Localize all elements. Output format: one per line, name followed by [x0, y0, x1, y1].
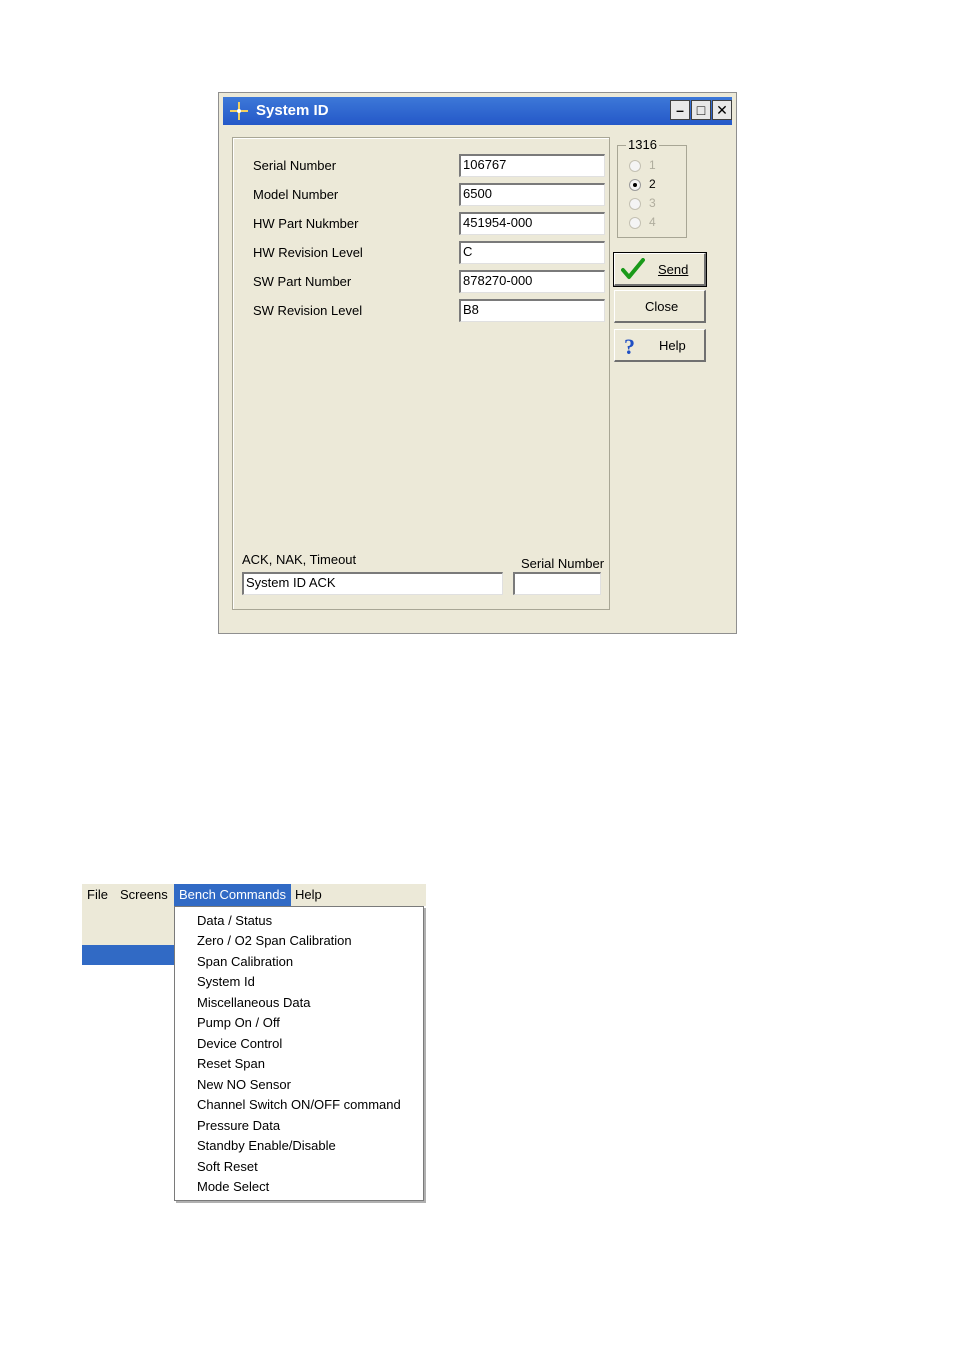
menu-help[interactable]: Help	[295, 887, 322, 902]
menu-item-span-calibration[interactable]: Span Calibration	[197, 954, 294, 969]
hw-part-number-field[interactable]: 451954-000	[459, 212, 605, 235]
radio-icon	[629, 217, 641, 229]
checkmark-icon	[621, 258, 645, 280]
background-selection-bar	[82, 945, 174, 965]
menu-item-soft-reset[interactable]: Soft Reset	[197, 1159, 258, 1174]
channel-radio-1[interactable]: 1	[629, 158, 656, 172]
menu-item-device-control[interactable]: Device Control	[197, 1036, 283, 1051]
menu-bar	[82, 884, 426, 906]
help-button[interactable]	[614, 329, 706, 362]
fields-panel	[232, 137, 610, 610]
channel-radio-3[interactable]: 3	[629, 196, 656, 210]
menu-item-pump-on-off[interactable]: Pump On / Off	[197, 1015, 280, 1030]
hw-revision-level-field[interactable]: C	[459, 241, 605, 264]
menu-item-channel-switch[interactable]: Channel Switch ON/OFF command	[197, 1097, 401, 1112]
sw-revision-level-field[interactable]: B8	[459, 299, 605, 322]
menu-item-miscellaneous-data[interactable]: Miscellaneous Data	[197, 995, 311, 1010]
menu-item-system-id[interactable]: System Id	[197, 974, 255, 989]
window-title: System ID	[256, 102, 329, 119]
minimize-icon: –	[676, 102, 684, 118]
channel-radio-2[interactable]: 2	[629, 177, 656, 191]
serial-number-field[interactable]: 106767	[459, 154, 605, 177]
ack-status-label: ACK, NAK, Timeout	[242, 552, 357, 567]
serial-number-label: Serial Number	[253, 158, 337, 173]
menu-item-mode-select[interactable]: Mode Select	[197, 1179, 270, 1194]
minimize-button[interactable]	[670, 100, 690, 120]
model-number-field[interactable]: 6500	[459, 183, 605, 206]
close-window-button[interactable]	[712, 100, 732, 120]
menu-item-zero-o2-span-calibration[interactable]: Zero / O2 Span Calibration	[197, 933, 352, 948]
hw-part-number-label: HW Part Nukmber	[253, 216, 359, 231]
channel-group-title: 1316	[628, 137, 657, 152]
sw-part-number-field[interactable]: 878270-000	[459, 270, 605, 293]
maximize-icon: □	[696, 102, 706, 118]
crosshair-icon	[229, 101, 249, 121]
radio-checked-icon	[629, 179, 641, 191]
sw-revision-level-label: SW Revision Level	[253, 303, 363, 318]
help-label: Help	[659, 338, 686, 353]
status-serial-number-label: Serial Number	[521, 556, 605, 571]
svg-text:?: ?	[624, 334, 635, 358]
radio-icon	[629, 160, 641, 172]
send-button[interactable]	[614, 253, 706, 286]
send-label: Send	[658, 262, 689, 277]
ack-status-field[interactable]: System ID ACK	[242, 572, 503, 595]
status-serial-number-field[interactable]	[513, 572, 601, 595]
menu-item-standby-enable-disable[interactable]: Standby Enable/Disable	[197, 1138, 336, 1153]
maximize-button[interactable]	[691, 100, 711, 120]
menu-item-pressure-data[interactable]: Pressure Data	[197, 1118, 281, 1133]
title-bar[interactable]	[223, 97, 732, 125]
menu-screens[interactable]: Screens	[120, 887, 168, 902]
radio-icon	[629, 198, 641, 210]
background-window-area	[82, 906, 174, 945]
question-mark-icon	[621, 334, 641, 358]
menu-item-data-status[interactable]: Data / Status	[197, 913, 273, 928]
close-icon: ✕	[716, 102, 728, 118]
menu-bench-commands[interactable]: Bench Commands	[174, 884, 291, 906]
system-id-window	[218, 92, 737, 634]
hw-revision-level-label: HW Revision Level	[253, 245, 363, 260]
close-label: Close	[645, 299, 679, 314]
menu-file[interactable]: File	[87, 887, 108, 902]
sw-part-number-label: SW Part Number	[253, 274, 352, 289]
model-number-label: Model Number	[253, 187, 339, 202]
menu-item-reset-span[interactable]: Reset Span	[197, 1056, 265, 1071]
bench-commands-dropdown	[174, 906, 424, 1201]
menu-item-new-no-sensor[interactable]: New NO Sensor	[197, 1077, 291, 1092]
close-button[interactable]	[614, 290, 706, 323]
channel-radio-4[interactable]: 4	[629, 215, 656, 229]
